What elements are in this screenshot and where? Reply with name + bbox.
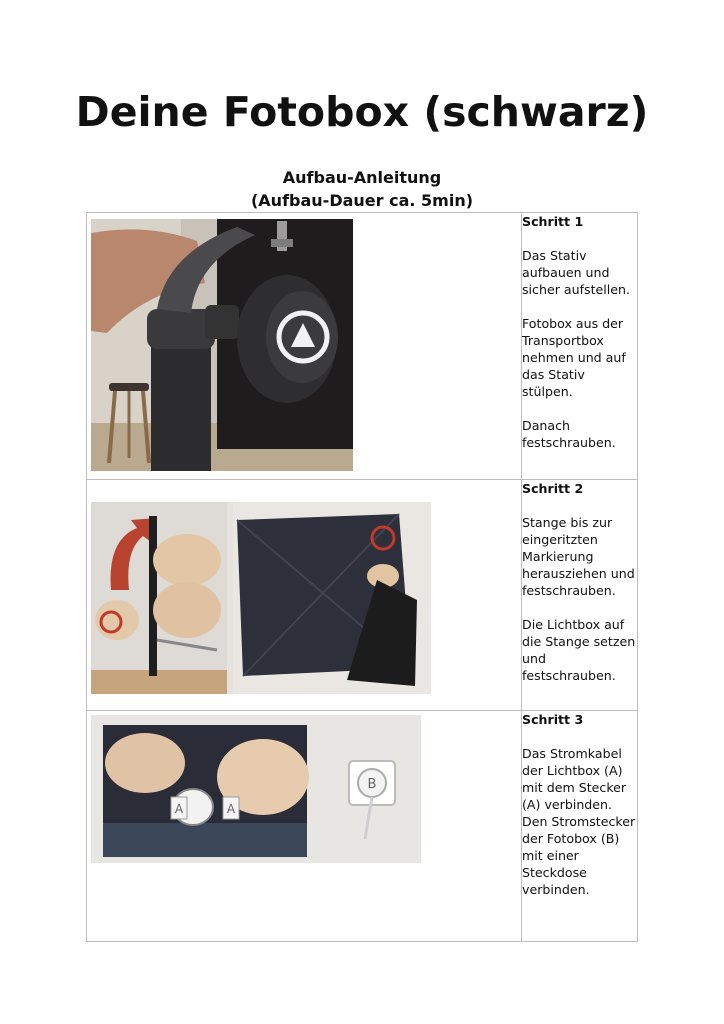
photo-pole-lightbox bbox=[87, 480, 521, 710]
step-2-paragraph-1: Stange bis zur eingeritzten Markierung herausziehen und festschrauben. bbox=[522, 515, 635, 598]
step-3-heading: Schritt 3 bbox=[522, 712, 584, 727]
step-2-text-cell bbox=[522, 480, 638, 711]
step-3-text-cell bbox=[522, 711, 638, 942]
step-row-3 bbox=[87, 711, 638, 942]
photo-power-cable bbox=[87, 711, 521, 941]
steps-table bbox=[86, 212, 638, 942]
plug-label-a-left: A bbox=[174, 802, 184, 816]
subtitle-duration: (Aufbau-Dauer ca. 5min) bbox=[250, 191, 474, 210]
plug-label-a-right: A bbox=[226, 802, 236, 816]
subtitle-instructions: Aufbau-Anleitung bbox=[282, 168, 442, 187]
step-1-paragraph-1: Das Stativ aufbauen und sicher aufstellen. bbox=[522, 248, 631, 297]
step-1-heading: Schritt 1 bbox=[522, 214, 584, 229]
step-1-image-cell bbox=[87, 213, 522, 480]
step-row-1 bbox=[87, 213, 638, 480]
photo-tripod-fotobox bbox=[87, 213, 521, 479]
step-3-image-cell bbox=[87, 711, 522, 942]
step-2-paragraph-2: Die Lichtbox auf die Stange setzen und festschrauben. bbox=[522, 617, 636, 683]
step-1-paragraph-2: Fotobox aus der Transportbox nehmen und auf das Stativ stülpen. bbox=[522, 316, 626, 399]
step-2-image-cell bbox=[87, 480, 522, 711]
step-2-heading: Schritt 2 bbox=[522, 481, 584, 496]
step-1-text-cell bbox=[522, 213, 638, 480]
step-row-2 bbox=[87, 480, 638, 711]
step-1-paragraph-3: Danach festschrauben. bbox=[522, 418, 616, 450]
step-3-paragraph-1: Das Stromkabel der Lichtbox (A) mit dem Stecker (A) verbinden. Den Stromstecker der Fotobox (B) mit einer Steckdose verbinden. bbox=[522, 746, 636, 897]
page-title: Deine Fotobox (schwarz) bbox=[75, 88, 649, 136]
plug-label-b: B bbox=[367, 777, 377, 792]
